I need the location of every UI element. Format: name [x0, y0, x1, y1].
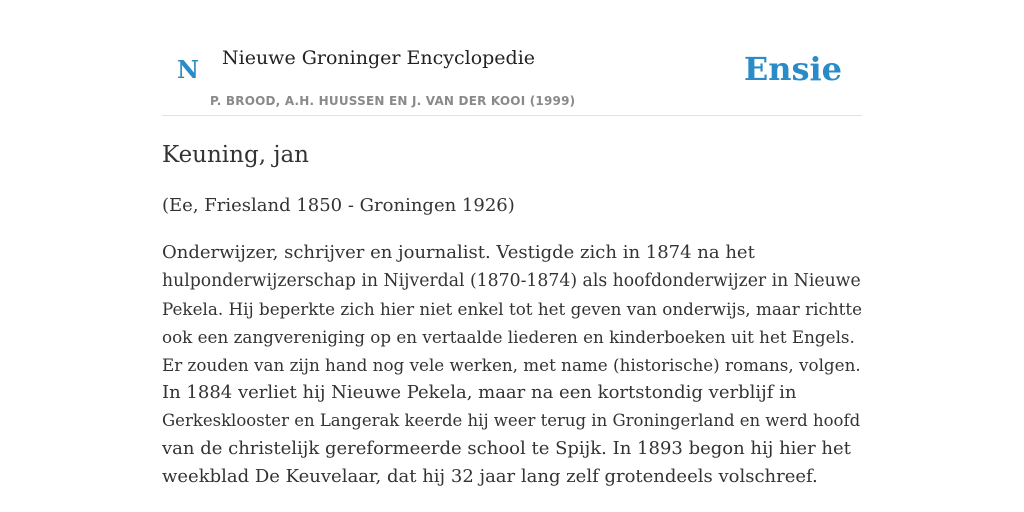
- body-line: van de christelijk gereformeerde school te Spijk. In 1893 begon hij hier het: [162, 438, 851, 459]
- body-line: hulponderwijzerschap in Nijverdal (1870-1874) als hoofdonderwijzer in Nieuwe: [162, 271, 861, 291]
- body-line: Er zouden van zijn hand nog vele werken, met name (historische) romans, volgen.: [162, 355, 861, 375]
- publication-title[interactable]: Nieuwe Groninger Encyclopedie: [222, 47, 536, 69]
- publication-logo[interactable]: N: [177, 55, 199, 84]
- entry-body: [162, 239, 862, 491]
- body-line: Gerkesklooster en Langerak keerde hij weer terug in Groningerland en werd hoofd: [162, 411, 861, 430]
- entry-card: [162, 0, 862, 512]
- publication-authors: P. BROOD, A.H. HUUSSEN EN J. VAN DER KOOI (1999): [210, 94, 576, 108]
- body-line: Onderwijzer, schrijver en journalist. Vestigde zich in 1874 na het: [162, 242, 755, 263]
- brand-logo[interactable]: Ensie: [743, 50, 842, 88]
- body-line: In 1884 verliet hij Nieuwe Pekela, maar na een kortstondig verblijf in: [162, 382, 797, 403]
- publication-header: [162, 0, 862, 116]
- entry-dates: (Ee, Friesland 1850 - Groningen 1926): [162, 195, 515, 216]
- entry-title: Keuning, jan: [162, 142, 309, 168]
- body-line: Pekela. Hij beperkte zich hier niet enkel tot het geven van onderwijs, maar richtte: [162, 299, 863, 319]
- body-line: weekblad De Keuvelaar, dat hij 32 jaar lang zelf grotendeels volschreef.: [162, 466, 818, 487]
- body-line: ook een zangvereniging op en vertaalde liederen en kinderboeken uit het Engels.: [162, 327, 855, 347]
